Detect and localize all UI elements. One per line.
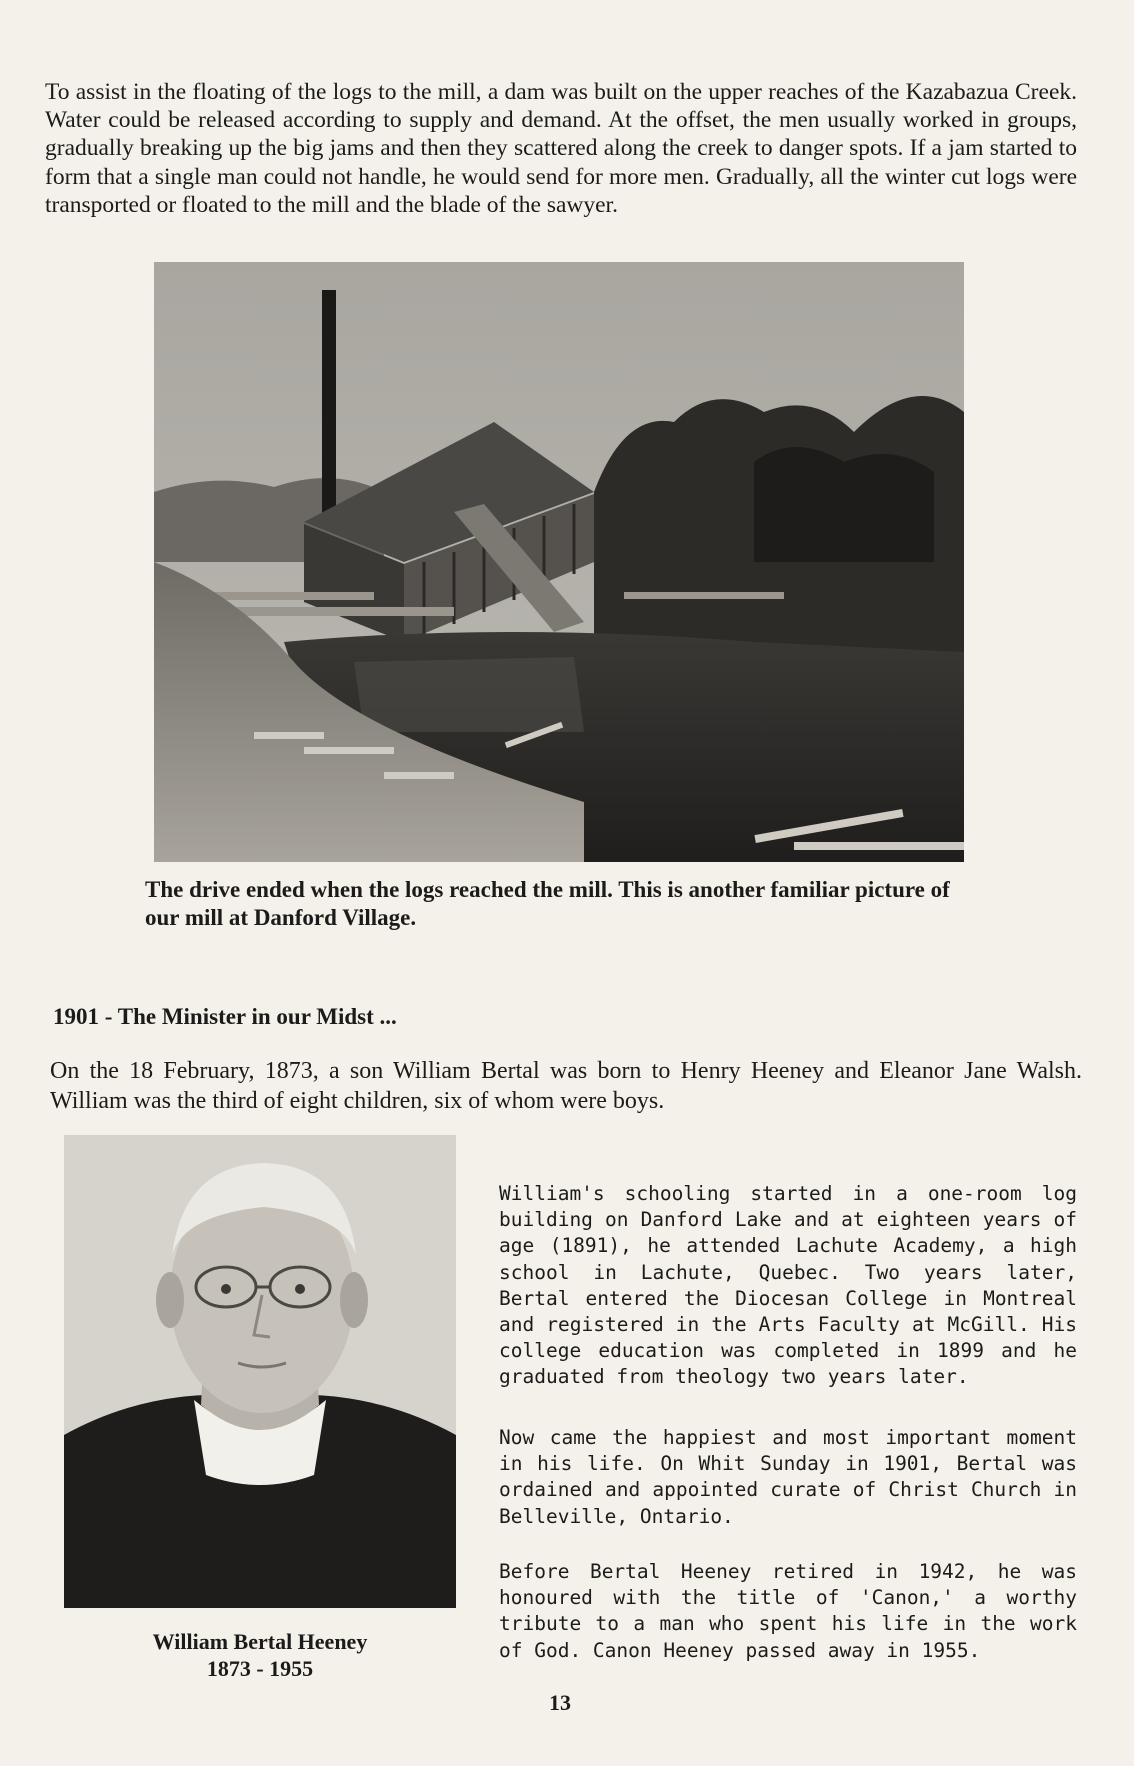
portrait-caption: [64, 1628, 456, 1682]
mill-photo-image: [154, 262, 964, 862]
section-heading: 1901 - The Minister in our Midst ...: [53, 1004, 397, 1029]
schooling-paragraph: William's schooling started in a one-room log building on Danford Lake and at eighteen years of age (1891), he attended Lachute Academy, a high school in Lachute, Quebec. Two years later, Bertal entered the Diocesan College in Montreal and registered in the Arts Faculty at McGill. His college education was completed in 1899 and he graduated from theology two years later.: [499, 1182, 1077, 1389]
retirement-paragraph: Before Bertal Heeney retired in 1942, he was honoured with the title of 'Canon,' a worthy tribute to a man who spent his life in the work of God. Canon Heeney passed away in 1955.: [499, 1560, 1077, 1662]
mill-photo-caption: The drive ended when the logs reached the mill. This is another familiar picture of our mill at Danford Village.: [145, 877, 950, 930]
portrait-caption-name: William Bertal Heeney: [152, 1629, 368, 1654]
birth-paragraph: On the 18 February, 1873, a son William Bertal was born to Henry Heeney and Eleanor Jane Walsh. William was the third of eight children, six of whom were boys.: [50, 1058, 1082, 1114]
mill-photo: [154, 262, 964, 862]
portrait-photo-image: [64, 1135, 456, 1608]
page-number: 13: [549, 1690, 571, 1715]
ordination-paragraph: Now came the happiest and most important moment in his life. On Whit Sunday in 1901, Bertal was ordained and appointed curate of Christ Church in Belleville, Ontario.: [499, 1426, 1077, 1528]
portrait-caption-years: 1873 - 1955: [206, 1656, 314, 1681]
intro-paragraph: To assist in the floating of the logs to the mill, a dam was built on the upper reaches of the Kazabazua Creek. Water could be released according to supply and demand. At the offset, the men usually worked in groups, gradually breaking up the big jams and then they scattered along the creek to danger spots. If a jam started to form that a single man could not handle, he would send for more men. Gradually, all the winter cut logs were transported or floated to the mill and the blade of the sawyer.: [45, 79, 1077, 218]
portrait-photo: [64, 1135, 456, 1608]
